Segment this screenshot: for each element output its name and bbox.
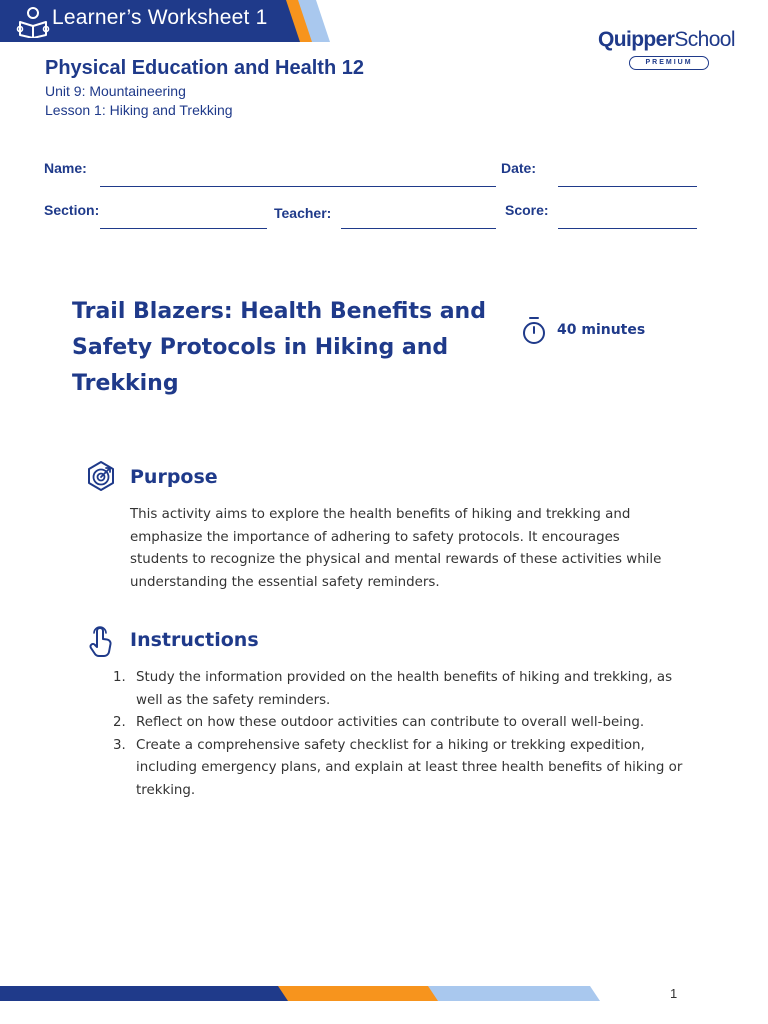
teacher-field[interactable] (341, 228, 496, 229)
worksheet-label: Learner’s Worksheet 1 (52, 6, 268, 29)
step-number: 2. (113, 715, 126, 730)
step-number: 3. (113, 737, 126, 753)
section-label: Section: (44, 202, 100, 218)
name-label: Name: (44, 160, 87, 176)
target-icon (86, 460, 116, 492)
purpose-text: This activity aims to explore the health benefits of hiking and trekking and emphasize the importance of adhering to safety protocols. It encourages students to recognize the physical and mental rewards of these activities while understanding the essential safety reminders. (130, 507, 662, 590)
reader-book-icon (16, 4, 50, 38)
quipper-school-logo (598, 28, 740, 70)
name-field[interactable] (100, 186, 496, 187)
activity-duration: 40 minutes (557, 322, 646, 338)
pointing-hand-icon (88, 626, 114, 658)
step-number: 1. (113, 670, 126, 685)
list-item (107, 712, 687, 735)
course-unit: Unit 9: Mountaineering (45, 83, 186, 99)
stopwatch-icon (521, 316, 547, 346)
teacher-label: Teacher: (274, 205, 332, 221)
instruction-list (107, 667, 687, 802)
step-text: Create a comprehensive safety checklist for a hiking or trekking expedition, including emergency plans, and explain at least three health benefits of hiking or trekking. (136, 737, 683, 798)
date-label: Date: (501, 160, 537, 176)
page-number: 1 (670, 986, 678, 1001)
logo-brand-regular: School (674, 28, 735, 51)
course-lesson: Lesson 1: Hiking and Trekking (45, 102, 233, 118)
logo-brand-bold: Quipper (598, 28, 675, 51)
instructions-heading: Instructions (130, 629, 259, 651)
section-field[interactable] (100, 228, 267, 229)
list-item (107, 667, 687, 712)
score-field[interactable] (558, 228, 697, 229)
step-text: Reflect on how these outdoor activities can contribute to overall well-being. (136, 715, 645, 730)
footer-stripe (0, 986, 610, 1001)
purpose-heading: Purpose (130, 466, 218, 488)
step-text: Study the information provided on the health benefits of hiking and trekking, as well as the safety reminders. (136, 670, 673, 708)
worksheet-banner (0, 0, 330, 42)
list-item (107, 735, 687, 803)
date-field[interactable] (558, 186, 697, 187)
score-label: Score: (505, 202, 549, 218)
course-subject: Physical Education and Health 12 (45, 57, 364, 79)
logo-tier-badge: PREMIUM (629, 56, 709, 70)
logo-wordmark (598, 28, 740, 52)
activity-title: Trail Blazers: Health Benefits and Safety Protocols in Hiking and Trekking (72, 299, 486, 396)
